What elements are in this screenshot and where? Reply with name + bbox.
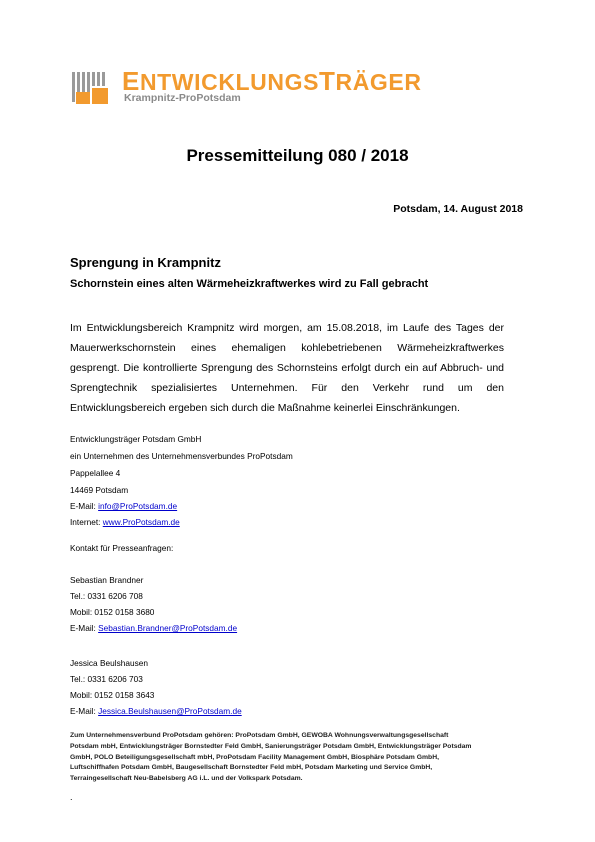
company-street: Pappelallee 4	[70, 468, 121, 478]
contact-email-link[interactable]: Jessica.Beulshausen@ProPotsdam.de	[98, 706, 242, 716]
subheadline: Schornstein eines alten Wärmeheizkraftwerkes wird zu Fall gebracht	[70, 278, 429, 290]
contact-mobil: Mobil: 0152 0158 3680	[70, 607, 155, 617]
press-contact-heading: Kontakt für Presseanfragen:	[70, 543, 174, 553]
logo-subtitle: Krampnitz-ProPotsdam	[124, 92, 241, 104]
company-email-line	[70, 500, 177, 513]
footer-line: Luftschiffhafen Potsdam GmbH, Baugesellschaft Bornstedter Feld mbH, Potsdam Marketing und Service GmbH,	[70, 764, 433, 772]
footer-line: Zum Unternehmensverbund ProPotsdam gehören: ProPotsdam GmbH, GEWOBA Wohnungsverwaltungsgesellschaft	[70, 732, 449, 739]
contact-tel: Tel.: 0331 6206 703	[70, 674, 143, 684]
contact-email-link[interactable]: Sebastian.Brandner@ProPotsdam.de	[98, 623, 238, 633]
contact-email-line	[70, 622, 237, 635]
email-label: E-Mail:	[70, 706, 99, 716]
document-date: Potsdam, 14. August 2018	[393, 203, 523, 215]
company-name: Entwicklungsträger Potsdam GmbH	[70, 434, 202, 444]
contact-name: Sebastian Brandner	[70, 575, 144, 585]
company-email-link[interactable]: info@ProPotsdam.de	[98, 501, 178, 511]
contact-mobil: Mobil: 0152 0158 3643	[70, 690, 155, 700]
headline: Sprengung in Krampnitz	[70, 255, 221, 270]
internet-label: Internet:	[70, 517, 103, 527]
contact-email-line	[70, 705, 242, 718]
company-internet-line	[70, 516, 180, 529]
body-paragraph: Im Entwicklungsbereich Krampnitz wird morgen, am 15.08.2018, im Laufe des Tages der Mauerwerkschornstein eines ehemaligen kohlebetriebenen Wärmeheizkraftwerkes gesprengt. Die kontrollierte Sprengung des Schornsteins erfolgt durch ein auf Abbruch- und Sprengtechnik spezialisiertes Unternehmen. Für den Verkehr rund um den Entwicklungsbereich ergeben sich durch die Maßnahme keinerlei Einschränkungen.	[70, 322, 504, 414]
contact-tel: Tel.: 0331 6206 708	[70, 591, 143, 601]
end-mark: .	[70, 792, 73, 802]
logo-mark-icon	[72, 70, 112, 106]
company-internet-link[interactable]: www.ProPotsdam.de	[102, 517, 180, 527]
email-label: E-Mail:	[70, 501, 99, 511]
footer-line: Terraingesellschaft Neu-Babelsberg AG i.L. und der Volkspark Potsdam.	[70, 775, 303, 783]
document-title: Pressemitteilung 080 / 2018	[186, 146, 409, 165]
company-member: ein Unternehmen des Unternehmensverbundes ProPotsdam	[70, 451, 293, 461]
contact-name: Jessica Beulshausen	[70, 658, 148, 668]
company-city: 14469 Potsdam	[70, 485, 129, 495]
footer-legal-note	[70, 731, 520, 785]
logo-wordmark: ENTWICKLUNGSTRÄGER	[122, 66, 422, 96]
footer-line: Potsdam mbH, Entwicklungsträger Bornstedter Feld GmbH, Sanierungsträger Potsdam GmbH, Entwicklungsträger Potsdam	[70, 742, 472, 750]
email-label: E-Mail:	[70, 623, 99, 633]
footer-line: GmbH, POLO Beteiligungsgesellschaft mbH, ProPotsdam Facility Management GmbH, Biosphäre Potsdam GmbH,	[70, 753, 439, 761]
